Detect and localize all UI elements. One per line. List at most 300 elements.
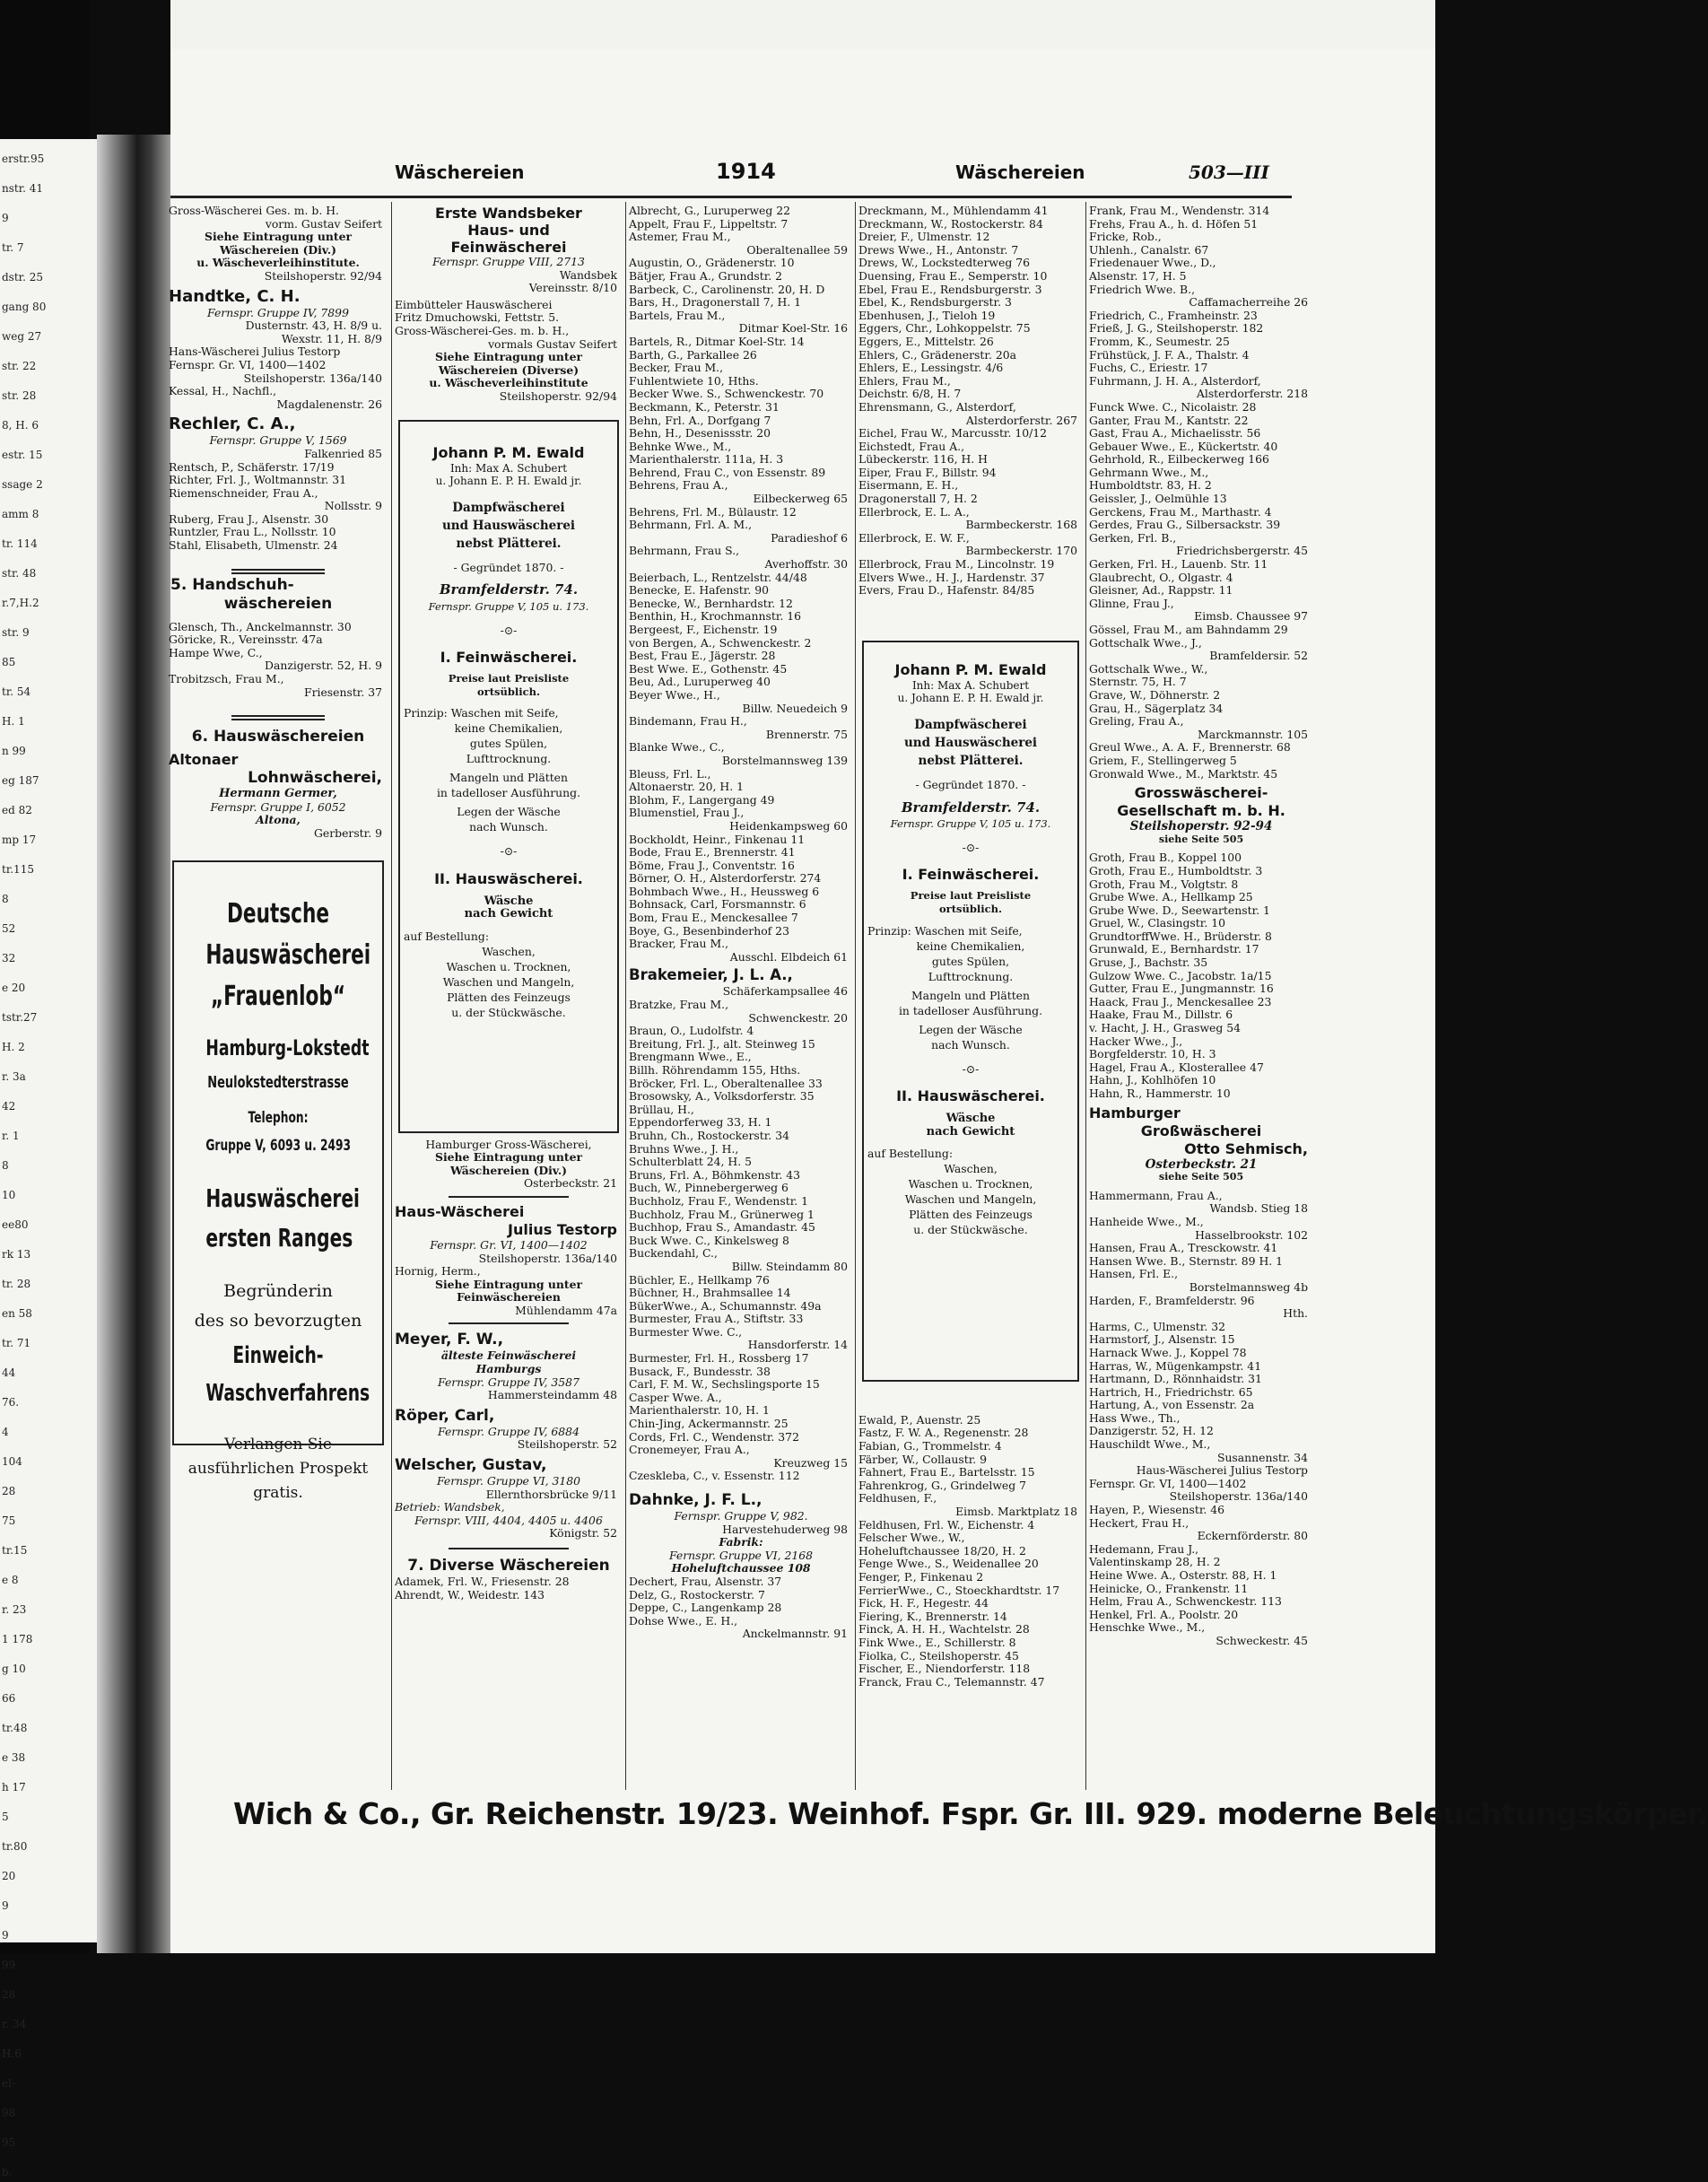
- stub-line: H. 2: [2, 1041, 25, 1053]
- entry-line: Fastz, F. W. A., Regenenstr. 28: [858, 1426, 1029, 1440]
- entry-line: Bröcker, Frl. L., Oberaltenallee 33: [629, 1076, 823, 1090]
- entry-line: Dohse Wwe., E. H.,: [629, 1613, 738, 1628]
- entry-line: Haack, Frau J., Menckesallee 23: [1089, 994, 1272, 1008]
- entry-line: Wäschereien (Div.): [449, 1163, 568, 1177]
- entry-line: Fahnert, Frau E., Bartelsstr. 15: [858, 1465, 1035, 1479]
- stub-line: 44: [2, 1366, 16, 1379]
- ad-line: „Frauenlob“: [210, 980, 346, 1012]
- entry-line: Behn, Frl. A., Dorfgang 7: [629, 413, 771, 427]
- ad-line: -⊙-: [962, 840, 980, 854]
- advertisement-ewald: [862, 641, 1079, 1382]
- entry-line: Ehrensmann, G., Alsterdorf,: [858, 399, 1016, 414]
- entry-line: Bockholdt, Heinr., Finkenau 11: [629, 832, 806, 846]
- entry-line: Franck, Frau C., Telemannstr. 47: [858, 1674, 1045, 1689]
- entry-heading: Altonaer: [169, 751, 239, 769]
- entry-line: Boye, G., Besenbinderhof 23: [629, 923, 789, 938]
- stub-line: n 99: [2, 745, 26, 757]
- entry-line: Borgfelderstr. 10, H. 3: [1089, 1047, 1216, 1061]
- entry-line: Groth, Frau B., Koppel 100: [1089, 851, 1242, 865]
- entry-line: Beyer Wwe., H.,: [629, 687, 720, 702]
- entry-line: Barmbeckerstr. 168: [965, 518, 1077, 532]
- entry-line: Astemer, Frau M.,: [629, 230, 731, 244]
- entry-line: Gerckens, Frau M., Marthastr. 4: [1089, 504, 1272, 519]
- entry-line: Hoheluftchaussee 18/20, H. 2: [858, 1543, 1026, 1558]
- entry-line: Alsenstr. 17, H. 5: [1089, 268, 1187, 283]
- entry-line: Casper Wwe. A.,: [629, 1390, 722, 1404]
- stub-line: 28: [2, 1485, 16, 1497]
- entry-line: Hanheide Wwe., M.,: [1089, 1214, 1204, 1228]
- entry-line: Fenge Wwe., S., Weidenallee 20: [858, 1557, 1039, 1571]
- entry-line: Gerdes, Frau G., Silbersackstr. 39: [1089, 518, 1281, 532]
- entry-line: Burmester, Frl. H., Rossberg 17: [629, 1351, 809, 1366]
- entry-line: Hass Wwe., Th.,: [1089, 1410, 1181, 1425]
- entry-line: Gruel, W., Clasingstr. 10: [1089, 916, 1225, 930]
- entry-line: Hamburgs: [475, 1362, 542, 1376]
- entry-line: v. Hacht, J. H., Grasweg 54: [1089, 1021, 1242, 1035]
- entry-line: Frieß, J. G., Steilshoperstr. 182: [1089, 321, 1264, 336]
- ad-line: und Hauswäscherei: [441, 518, 576, 533]
- entry-line: Fabian, G., Trommelstr. 4: [858, 1439, 1002, 1453]
- entry-line: Gottschalk Wwe., W.,: [1089, 661, 1208, 676]
- entry-line: Blanke Wwe., C.,: [629, 740, 725, 755]
- entry-line: Borstelmannsweg 139: [721, 753, 848, 767]
- ad-line: Plätten des Feinzeugs: [447, 991, 571, 1005]
- ad-line: -⊙-: [500, 623, 518, 637]
- ad-line: keine Chemikalien,: [916, 938, 1025, 953]
- ad-line: u. der Stückwäsche.: [913, 1223, 1028, 1237]
- stub-line: tr. 7: [2, 241, 24, 254]
- header-left: Wäschereien: [395, 161, 525, 183]
- column-4: [858, 205, 1083, 1793]
- ad-line: Inh: Max A. Schubert: [449, 461, 568, 475]
- entry-line: Siehe Eintragung unter: [435, 350, 582, 364]
- entry-line: Duensing, Frau E., Semperstr. 10: [858, 268, 1048, 283]
- entry-line: Carl, F. M. W., Sechslingsporte 15: [629, 1377, 820, 1392]
- entry-line: Heckert, Frau H.,: [1089, 1515, 1190, 1530]
- ad-line: Bramfelderstr. 74.: [901, 799, 1041, 816]
- entry-line: Kreuzweg 15: [773, 1455, 848, 1470]
- ad-line: Wäsche: [484, 894, 534, 908]
- entry-line: Fink Wwe., E., Schillerstr. 8: [858, 1635, 1016, 1649]
- entry-line: Oberaltenallee 59: [746, 242, 848, 257]
- stub-line: 95: [2, 2136, 16, 2149]
- entry-heading: Röper, Carl,: [395, 1406, 495, 1425]
- footer-advertisement: Wich & Co., Gr. Reichenstr. 19/23. Weinhof. Fspr. Gr. III. 929. moderne Beleuchtungskörper.: [233, 1796, 1708, 1831]
- entry-line: Grunwald, E., Bernhardstr. 17: [1089, 942, 1259, 956]
- entry-line: Haake, Frau M., Dillstr. 6: [1089, 1008, 1233, 1022]
- entry-line: Gross-Wäscherei Ges. m. b. H.: [169, 204, 339, 217]
- entry-line: Fuhrmann, J. H. A., Alsterdorf,: [1089, 373, 1261, 388]
- entry-line: Harms, C., Ulmenstr. 32: [1089, 1319, 1225, 1333]
- column-3: [629, 205, 853, 1793]
- entry-line: Fuhlentwiete 10, Hths.: [629, 373, 759, 388]
- entry-line: Fernspr. Gruppe VI, 3180: [436, 1474, 581, 1488]
- entry-line: Behrend, Frau C., von Essenstr. 89: [629, 465, 826, 479]
- entry-heading: Welscher, Gustav,: [395, 1456, 547, 1475]
- entry-line: Eggers, E., Mittelstr. 26: [858, 334, 994, 348]
- entry-line: Behn, H., Desenissstr. 20: [629, 426, 771, 441]
- entry-line: Frehs, Frau A., h. d. Höfen 51: [1089, 216, 1259, 231]
- entry-line: Hahn, J., Kohlhöfen 10: [1089, 1073, 1216, 1087]
- stub-line: H.6: [2, 2047, 22, 2060]
- entry-heading: siehe Seite 505: [1158, 833, 1244, 845]
- stub-line: e 38: [2, 1751, 26, 1764]
- entry-line: Hans-Wäscherei Julius Testorp: [169, 345, 341, 359]
- entry-line: Albrecht, G., Luruperweg 22: [629, 204, 791, 217]
- stub-line: 42: [2, 1100, 16, 1113]
- ad-line: Waschen,: [944, 1162, 998, 1176]
- stub-line: amm 8: [2, 508, 39, 520]
- stub-line: tr.48: [2, 1722, 28, 1734]
- entry-heading: Feinwäscherei: [450, 239, 567, 256]
- entry-line: Frühstück, J. F. A., Thalstr. 4: [1089, 347, 1250, 362]
- entry-line: Ditmar Koel-Str. 16: [738, 321, 848, 336]
- entry-line: Hartrich, H., Friedrichstr. 65: [1089, 1384, 1253, 1399]
- entry-line: Bleuss, Frl. L.,: [629, 766, 711, 781]
- ad-line: Waschverfahrens: [205, 1379, 370, 1407]
- stub-line: str. 28: [2, 389, 37, 402]
- entry-line: Eichstedt, Frau A.,: [858, 439, 965, 453]
- entry-line: Beu, Ad., Luruperweg 40: [629, 675, 771, 689]
- ad-line: nach Gewicht: [926, 1124, 1015, 1139]
- ad-line: Wäsche: [946, 1112, 996, 1126]
- entry-line: Eppendorferweg 33, H. 1: [629, 1115, 772, 1130]
- stub-line: r. 34: [2, 2018, 27, 2030]
- entry-line: Blumenstiel, Frau J.,: [629, 806, 745, 820]
- entry-heading: Steilshoperstr. 92-94: [1129, 819, 1273, 834]
- entry-line: Beierbach, L., Rentzelstr. 44/48: [629, 570, 807, 584]
- ad-line: Fernspr. Gruppe V, 105 u. 173.: [890, 817, 1051, 831]
- entry-line: Schwenckestr. 20: [748, 1010, 848, 1025]
- entry-line: Steilshoperstr. 52: [517, 1437, 617, 1452]
- entry-line: Henkel, Frl. A., Poolstr. 20: [1089, 1607, 1239, 1621]
- ad-line: nach Gewicht: [464, 907, 553, 921]
- entry-line: Eichel, Frau W., Marcusstr. 10/12: [858, 426, 1048, 441]
- entry-line: Grube Wwe. D., Seewartenstr. 1: [1089, 903, 1270, 917]
- entry-line: Büchner, H., Brahmsallee 14: [629, 1286, 791, 1300]
- entry-line: Bartels, Frau M.,: [629, 308, 726, 322]
- ad-line: ortsüblich.: [938, 902, 1003, 915]
- entry-line: Fernspr. Gruppe I, 6052: [210, 799, 346, 814]
- entry-line: Bars, H., Dragonerstall 7, H. 1: [629, 295, 802, 310]
- stub-line: b.: [2, 2166, 13, 2178]
- stub-line: 8: [2, 1159, 9, 1172]
- ad-line: Preise laut Preisliste: [448, 672, 570, 685]
- entry-line: Behnke Wwe., M.,: [629, 439, 732, 453]
- entry-line: Nollsstr. 9: [324, 499, 382, 513]
- entry-line: Siehe Eintragung unter: [205, 230, 352, 244]
- entry-line: Elvers Wwe., H. J., Hardenstr. 37: [858, 570, 1045, 584]
- stub-line: 10: [2, 1189, 16, 1201]
- ad-line: Waschen und Mangeln,: [442, 975, 575, 990]
- stub-line: ed 82: [2, 804, 32, 816]
- stub-line: nstr. 41: [2, 182, 44, 195]
- ad-line: -⊙-: [962, 1061, 980, 1076]
- entry-line: Ellerbrock, E. L. A.,: [858, 504, 970, 519]
- entry-line: Ebel, Frau E., Rendsburgerstr. 3: [858, 282, 1042, 296]
- stub-line: e 20: [2, 982, 26, 994]
- entry-line: Fiering, K., Brennerstr. 14: [858, 1609, 1007, 1623]
- section-rule: [231, 719, 325, 720]
- entry-line: Glinne, Frau J.,: [1089, 596, 1174, 610]
- entry-line: Ellernthorsbrücke 9/11: [485, 1487, 617, 1501]
- stub-line: mp 17: [2, 834, 37, 846]
- entry-line: Grave, W., Döhnerstr. 2: [1089, 687, 1221, 702]
- ad-line: Einweich-: [232, 1341, 324, 1369]
- entry-line: Becker, Frau M.,: [629, 361, 724, 375]
- entry-line: Hartung, A., von Essenstr. 2a: [1089, 1398, 1255, 1412]
- entry-line: Ellerbrock, Frau M., Lincolnstr. 19: [858, 557, 1055, 572]
- entry-line: Felscher Wwe., W.,: [858, 1531, 965, 1545]
- page-number: 503—III: [1189, 161, 1269, 183]
- entry-line: Susannenstr. 34: [1216, 1450, 1308, 1464]
- entry-line: Finck, A. H. H., Wachtelstr. 28: [858, 1622, 1030, 1636]
- column-5: [1089, 205, 1313, 1793]
- entry-line: Vereinsstr. 8/10: [528, 281, 617, 295]
- ad-line: Bramfelderstr. 74.: [439, 581, 579, 598]
- section-heading: 6. Hauswäschereien: [191, 728, 365, 746]
- entry-line: Buch, W., Pinnebergerweg 6: [629, 1181, 789, 1195]
- ad-line: Lufttrocknung.: [466, 752, 552, 766]
- entry-line: Gössel, Frau M., am Bahndamm 29: [1089, 623, 1288, 636]
- stub-line: 9: [2, 1929, 9, 1942]
- entry-line: Bindemann, Frau H.,: [629, 714, 747, 729]
- entry-heading: Hamburger: [1089, 1104, 1181, 1122]
- stub-line: rk 13: [2, 1248, 31, 1261]
- entry-line: Buck Wwe. C., Kinkelsweg 8: [629, 1233, 789, 1247]
- entry-line: Chin-Jing, Ackermannstr. 25: [629, 1417, 789, 1431]
- ad-line: I. Feinwäscherei.: [902, 866, 1040, 884]
- entry-line: Breitung, Frl. J., alt. Steinweg 15: [629, 1036, 815, 1051]
- entry-line: Bramfeldersir. 52: [1209, 649, 1308, 663]
- entry-line: Fuchs, C., Eriestr. 17: [1089, 361, 1208, 375]
- entry-line: Hedemann, Frau J.,: [1089, 1541, 1199, 1556]
- entry-line: Harvestehuderweg 98: [722, 1522, 848, 1536]
- entry-line: Dragonerstall 7, H. 2: [858, 492, 978, 506]
- entry-line: Ahrendt, W., Weidestr. 143: [395, 1587, 545, 1602]
- ad-line: und Hauswäscherei: [903, 736, 1038, 750]
- entry-line: Königstr. 52: [549, 1526, 617, 1540]
- entry-line: Beckmann, K., Peterstr. 31: [629, 399, 780, 414]
- entry-line: Fernspr. Gruppe IV, 6884: [438, 1424, 580, 1438]
- section-heading: 5. Handschuh-: [170, 575, 294, 594]
- stub-line: 52: [2, 922, 16, 935]
- stub-line: tr.80: [2, 1840, 28, 1853]
- entry-line: Gebauer Wwe., E., Kückertstr. 40: [1089, 439, 1278, 453]
- ad-line: Verlangen Sie: [224, 1435, 332, 1453]
- entry-line: Dusternstr. 43, H. 8/9 u.: [245, 319, 382, 333]
- entry-line: Geissler, J., Oelmühle 13: [1089, 492, 1227, 506]
- ad-line: des so bevorzugten: [194, 1310, 362, 1331]
- entry-line: Brosowsky, A., Volksdorferstr. 35: [629, 1089, 815, 1104]
- entry-line: Bode, Frau E., Brennerstr. 41: [629, 845, 796, 860]
- entry-line: Behrmann, Frau S.,: [629, 544, 740, 558]
- ad-line: Hamburg-Lokstedt: [205, 1034, 370, 1060]
- entry-line: Augustin, O., Grädenerstr. 10: [629, 256, 795, 270]
- stub-line: 1 178: [2, 1633, 33, 1645]
- entry-line: Czeskleba, C., v. Essenstr. 112: [629, 1469, 800, 1483]
- entry-line: Gross-Wäscherei-Ges. m. b. H.,: [395, 323, 570, 337]
- ad-line: gutes Spülen,: [469, 737, 548, 751]
- entry-line: Hasselbrookstr. 102: [1195, 1227, 1308, 1242]
- entry-line: Wandsb. Stieg 18: [1209, 1201, 1308, 1216]
- entry-line: Haus-Wäscherei Julius Testorp: [1136, 1463, 1308, 1478]
- ad-line: Mangeln und Plätten: [911, 988, 1030, 1002]
- entry-line: Friedenauer Wwe., D.,: [1089, 256, 1216, 270]
- stub-line: eg 187: [2, 774, 39, 787]
- entry-line: Bohnsack, Carl, Forsmannstr. 6: [629, 897, 806, 912]
- stub-line: en 58: [2, 1307, 32, 1320]
- entry-line: vormals Gustav Seifert: [488, 336, 617, 351]
- entry-heading: Großwäscherei: [1140, 1122, 1262, 1139]
- entry-line: Buchhop, Frau S., Amandastr. 45: [629, 1220, 815, 1235]
- entry-line: GrundtorffWwe. H., Brüderstr. 8: [1089, 929, 1272, 943]
- entry-line: Helm, Frau A., Schwenckestr. 113: [1089, 1594, 1282, 1609]
- entry-line: Glensch, Th., Anckelmannstr. 30: [169, 619, 352, 633]
- entry-line: Hermann Germer,: [219, 787, 337, 801]
- entry-line: FerrierWwe., C., Stoeckhardtstr. 17: [858, 1583, 1060, 1597]
- entry-line: Bruhns Wwe., J. H.,: [629, 1141, 739, 1156]
- entry-line: Hacker Wwe., J.,: [1089, 1034, 1183, 1048]
- entry-line: Ewald, P., Auenstr. 25: [858, 1412, 981, 1427]
- ad-line: Telephon:: [248, 1108, 309, 1127]
- stub-line: erstr.95: [2, 153, 45, 165]
- entry-line: Sternstr. 75, H. 7: [1089, 675, 1187, 689]
- header-right: Wäschereien: [955, 161, 1085, 183]
- stub-line: tr. 71: [2, 1337, 31, 1349]
- entry-line: Göricke, R., Vereinsstr. 47a: [169, 633, 323, 647]
- entry-line: Behrens, Frl. M., Bülaustr. 12: [629, 504, 797, 519]
- entry-line: Hartmann, D., Rönnhaidstr. 31: [1089, 1372, 1262, 1386]
- entry-line: Ebel, K., Rendsburgerstr. 3: [858, 295, 1012, 310]
- stub-line: h 17: [2, 1781, 26, 1794]
- column-divider: [625, 202, 626, 1790]
- stub-line: estr. 15: [2, 449, 43, 461]
- entry-line: Fenger, P., Finkenau 2: [858, 1569, 984, 1584]
- ad-line: Legen der Wäsche: [457, 805, 561, 819]
- entry-line: Bohmbach Wwe., H., Heussweg 6: [629, 884, 820, 898]
- entry-line: Siehe Eintragung unter: [435, 1277, 582, 1291]
- ad-line: Plätten des Feinzeugs: [909, 1208, 1033, 1222]
- entry-line: u. Wäscheverleihinstitute.: [196, 256, 360, 270]
- entry-heading: Gesellschaft m. b. H.: [1117, 802, 1285, 820]
- entry-line: u. Wäscheverleihinstitute: [429, 376, 588, 390]
- ad-line: - Gegründet 1870. -: [453, 560, 564, 574]
- ad-line: in tadelloser Ausführung.: [898, 1003, 1043, 1017]
- ad-line: - Gegründet 1870. -: [915, 778, 1026, 791]
- entry-line: Behrmann, Frl. A. M.,: [629, 518, 753, 532]
- entry-line: Osterbeckstr. 21: [523, 1176, 617, 1191]
- entry-line: Deichstr. 6/8, H. 7: [858, 387, 962, 401]
- entry-line: Stahl, Elisabeth, Ulmenstr. 24: [169, 538, 338, 553]
- entry-line: Siehe Eintragung unter: [435, 1150, 582, 1165]
- stub-line: tr.15: [2, 1544, 28, 1557]
- ad-line: Dampfwäscherei: [914, 718, 1027, 732]
- entry-line: Griem, F., Stellingerweg 5: [1089, 753, 1237, 767]
- entry-line: Steilshoperstr. 92/94: [499, 388, 617, 403]
- stub-line: r. 23: [2, 1603, 27, 1616]
- entry-line: Fernspr. Gr. VI, 1400—1402: [1089, 1476, 1247, 1490]
- entry-line: Eimsb. Chaussee 97: [1194, 609, 1308, 624]
- entry-line: Börner, O. H., Alsterdorferstr. 274: [629, 871, 822, 886]
- entry-line: Becker Wwe. S., Schwenckestr. 70: [629, 387, 824, 401]
- ad-line: -⊙-: [500, 844, 518, 859]
- entry-line: Ausschl. Elbdeich 61: [729, 949, 848, 964]
- entry-line: Gulzow Wwe. C., Jacobstr. 1a/15: [1089, 968, 1272, 982]
- entry-line: Eiper, Frau F., Billstr. 94: [858, 465, 997, 479]
- ad-line: Prinzip: Waschen mit Seife,: [867, 923, 1023, 938]
- stub-line: 9: [2, 1899, 9, 1912]
- entry-line: Fernspr. Gruppe VI, 2168: [668, 1548, 814, 1562]
- entry-line: Danzigerstr. 52, H. 9: [265, 659, 382, 673]
- stub-line: r. 3a: [2, 1070, 26, 1083]
- ad-line: Legen der Wäsche: [919, 1022, 1023, 1036]
- entry-line: Schäferkampsallee 46: [722, 984, 848, 999]
- entry-line: Gronwald Wwe., M., Marktstr. 45: [1089, 766, 1278, 781]
- entry-line: Fahrenkrog, G., Grindelweg 7: [858, 1478, 1027, 1492]
- entry-line: Hornig, Herm.,: [395, 1264, 481, 1279]
- entry-line: Eggers, Chr., Lohkoppelstr. 75: [858, 321, 1031, 336]
- stub-line: 66: [2, 1692, 16, 1705]
- stub-line: ee80: [2, 1218, 29, 1231]
- entry-line: Groth, Frau M., Volgtstr. 8: [1089, 877, 1239, 891]
- ad-line: II. Hauswäscherei.: [434, 869, 583, 887]
- entry-line: Gruse, J., Bachstr. 35: [1089, 956, 1208, 970]
- entry-line: Paradieshof 6: [771, 530, 848, 545]
- entry-line: Wäschereien (Div.): [219, 242, 337, 257]
- entry-line: vorm. Gustav Seifert: [265, 216, 382, 231]
- entry-line: Ruberg, Frau J., Alsenstr. 30: [169, 511, 329, 526]
- entry-line: Buckendahl, C.,: [629, 1246, 718, 1261]
- entry-line: Eilbeckerweg 65: [753, 492, 848, 506]
- entry-line: Billh. Röhrendamm 155, Hths.: [629, 1063, 801, 1077]
- entry-line: Dreier, F., Ulmenstr. 12: [858, 230, 990, 244]
- entry-heading: Rechler, C. A.,: [169, 415, 296, 434]
- entry-line: Averhoffstr. 30: [764, 557, 848, 572]
- entry-line: Friedrich Wwe. B.,: [1089, 282, 1196, 296]
- entry-line: Eisermann, E. H.,: [858, 478, 959, 493]
- entry-line: Harras, W., Mügenkampstr. 41: [1089, 1358, 1262, 1373]
- ad-line: nach Wunsch.: [931, 1037, 1010, 1052]
- entry-line: Wäschereien (Diverse): [438, 362, 580, 377]
- entry-line: Friedrichsbergerstr. 45: [1176, 544, 1308, 558]
- stub-line: 5: [2, 1811, 9, 1823]
- stub-line: gang 80: [2, 301, 47, 313]
- stub-line: g 10: [2, 1663, 26, 1675]
- entry-line: Färber, W., Collaustr. 9: [858, 1452, 988, 1466]
- section-rule: [449, 1196, 569, 1198]
- entry-line: Bom, Frau E., Menckesallee 7: [629, 911, 798, 925]
- entry-line: Ellerbrock, E. W. F.,: [858, 530, 970, 545]
- entry-line: Hahn, R., Hammerstr. 10: [1089, 1087, 1231, 1100]
- entry-line: Heidenkampsweg 60: [729, 818, 848, 833]
- entry-line: Fricke, Rob.,: [1089, 230, 1162, 244]
- entry-line: Gleisner, Ad., Rappstr. 11: [1089, 583, 1233, 598]
- entry-line: Cronemeyer, Frau A.,: [629, 1443, 750, 1457]
- ad-line: Waschen u. Trocknen,: [446, 960, 571, 974]
- stub-line: str. 48: [2, 567, 37, 580]
- entry-line: Danzigerstr. 52, H. 12: [1089, 1424, 1214, 1438]
- stub-line: tr. 114: [2, 537, 38, 550]
- entry-line: Fernspr. Gruppe VIII, 2713: [432, 255, 585, 268]
- entry-line: Grau, H., Sägerplatz 34: [1089, 701, 1224, 715]
- header-year: 1914: [716, 159, 776, 184]
- entry-line: Fernspr. Gruppe V, 1569: [209, 433, 347, 448]
- ad-line: u. der Stückwäsche.: [451, 1006, 566, 1020]
- entry-heading: Dahnke, J. F. L.,: [629, 1491, 762, 1509]
- entry-line: Bratzke, Frau M.,: [629, 998, 729, 1012]
- entry-heading: Haus- und: [467, 222, 550, 239]
